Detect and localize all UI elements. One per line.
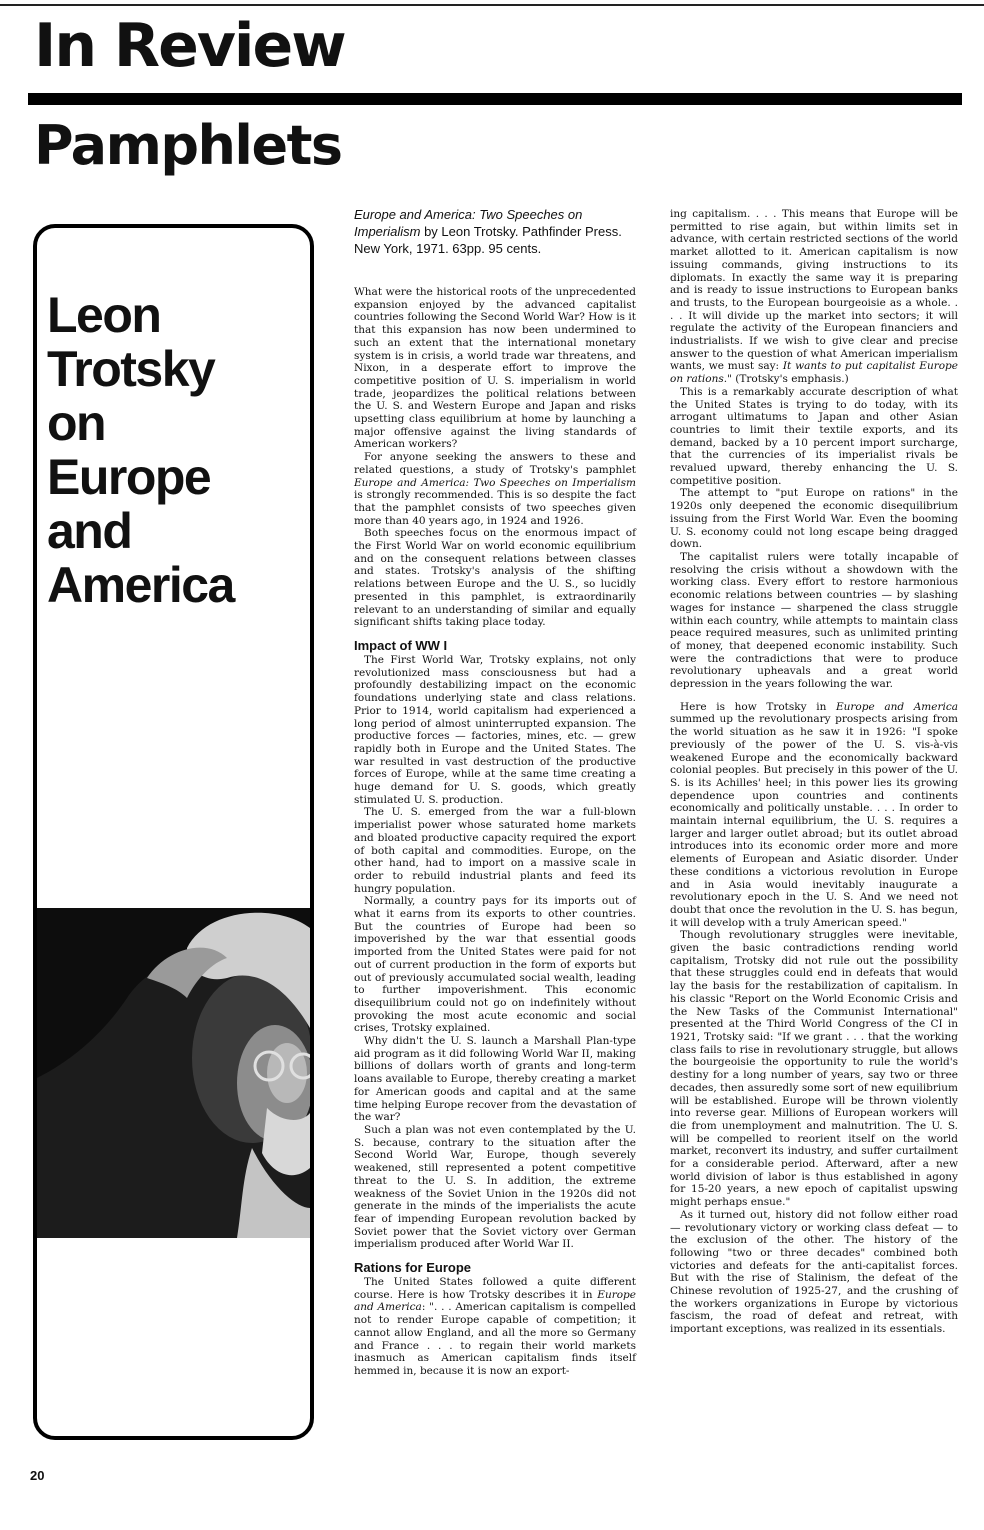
paragraph: The First World War, Trotsky explains, not only revolutionized mass consciousness but had a profoundly destabilizing impact on the economic foundations underlying state and class relations. Prior to 1914, world capitalism had experienced a long period of almost uninterrupted expansion. The productive forces — factories, mines, etc. — grew rapidly both in Europe and the United States. The war resulted in vast destruction of the productive forces of Europe, while at the same time creating a huge demand for U. S. goods, which greatly stimulated U. S. production. [354, 653, 636, 806]
citation-details: by Leon Trotsky. Pathfinder Press. New York, 1971. 63pp. 95 cents. [354, 224, 622, 256]
portrait-photo [37, 908, 310, 1238]
paragraph: The capitalist rulers were totally incapable of resolving the crisis without a showdown with the working class. Every effort to restore harmonious economic relations between countries — by slashing wages for instance — sharpened the class struggle within each country, while attempts to maintain class peace required measures, such as unlimited printing of money, that deepened economic instability. Such were the contradictions that were to produce revolutionary upheavals and a great world depression in the years following the war. [670, 550, 958, 691]
subheading: Impact of WW I [354, 637, 448, 653]
panel-title: Leon Trotsky on Europe and America [47, 287, 234, 613]
feature-panel [33, 224, 314, 1440]
paragraph [354, 451, 636, 527]
text-run: " (Trotsky's emphasis.) [727, 373, 849, 386]
paragraph: As it turned out, history did not follow either road — revolutionary victory or working class defeat — to the exclusion of the other. The history of the following "two or three decades" combined both victories and defeats for the anti-capitalist forces. But with the rise of Stalinism, the defeat of the Chinese revolution of 1925-27, and the crushing of the workers organizations in Europe by victorious fascism, the road of defeat and retreat, with important exceptions, was realized in its essentials. [670, 1208, 958, 1336]
paragraph: Normally, a country pays for its imports out of what it earns from its exports to other countries. But the countries of Europe had been so impoverished by the war that essential goods imported from the United States were paid for not out of current production in the form of exports but out of previously accumulated social wealth, leading to further impoverishment. This economic disequilibrium could not go on indefinitely without provoking the most acute economic and social crises, Trotsky explained. [354, 895, 636, 1035]
text-run: : ". . . American capitalism is compelled not to render Europe capable of competition; it cannot allow England, and all the more so Germany and France . . . to regain their world markets inasmuch as American capitalism finds itself hemmed in, because it is now an export- [354, 1301, 637, 1377]
text-run: is strongly recommended. This is so despite the fact that the pamphlet consists of two speeches given more than 40 years ago, in 1924 and 1926. [354, 489, 636, 527]
paragraph: Though revolutionary struggles were inevitable, given the basic contradictions rending world capitalism, Trotsky did not rule out the possibility that these struggles could end in defeats that would lay the basis for the restabilization of capitalism. In his classic "Report on the World Economic Crisis and the New Tasks of the Communist International" presented at the Third World Congress of the CI in 1921, Trotsky said: "If we grant . . . that the working class fails to rise in revolutionary struggle, but allows the bourgeoisie the opportunity to rule the world's destiny for a long number of years, say two or three decades, then assuredly some sort of new equilibrium will be established. Europe will be thrown violently into reverse gear. Millions of European workers will die from unemployment and malnutrition. The U. S. will be compelled to reorient itself on the world market, reconvert its industry, and suffer curtailment for a considerable period. Afterward, after a new world division of labor is thus established in agony for 15-20 years, a new epoch of capitalist upswing might perhaps ensue." [670, 929, 958, 1209]
paragraph [670, 208, 958, 386]
paragraph: The U. S. emerged from the war a full-blown imperialist power whose saturated home markets and bloated productive capacity required the export of both capital and commodities. Europe, on the other hand, had to import on a massive scale in order to rebuild industrial plants and feed its hungry population. [354, 806, 636, 895]
citation-title: Europe and America: Two Speeches on Imperialism [354, 207, 583, 239]
article-column-1 [354, 286, 636, 1378]
paragraph: This is a remarkably accurate description of what the United States is trying to do today, with its arrogant ultimatums to Japan and other Asian countries to limit their textile exports, and its demand, backed by a 10 percent import surcharge, that the currencies of its imperialist rivals be revalued upward, thereby enhancing the U. S. competitive position. [670, 385, 958, 487]
book-title-italic: Europe and America: Two Speeches on Imperialism [354, 476, 636, 489]
paragraph: Such a plan was not even contemplated by the U. S. because, contrary to the situation after the Second World War, Europe, though severely weakened, still represented a potent competitive threat to the U. S. In addition, the extreme weakness of the Soviet Union in the 1920s did not generate in the minds of the imperialists the acute fear of impending European revolution backed by Soviet power that the Soviet victory over German imperialism produced after World War II. [354, 1124, 636, 1251]
paragraph [670, 701, 958, 930]
paragraph: Both speeches focus on the enormous impact of the First World War on world economic equilibrium and on the consequent relations between classes and states. Trotsky's analysis of the shifting relations between Europe and the U. S., so lucidly presented in this pamphlet, is extraordinarily relevant to an understanding of similar and equally significant shifts taking place today. [354, 527, 636, 629]
top-border [0, 4, 984, 6]
masthead-title: In Review [34, 11, 345, 81]
page-number: 20 [30, 1468, 45, 1483]
text-run: For anyone seeking the answers to these and related questions, a study of Trotsky's pamphlet [354, 451, 636, 476]
paragraph [354, 1276, 636, 1378]
text-run: summed up the revolutionary prospects arising from the world situation as he saw it in 1926: "I spoke previously of the power of the U. S. vis-à-vis weakened Europe and the economically backward colonial peoples. But precisely in this power of the U. S. is its Achilles' heel; in this power lies its growing dependence upon countries and continents economically and politically unstable. . . . In order to maintain internal equilibrium, the U. S. requires a larger and larger outlet abroad; but its outlet abroad introduces into its economic order more and more elements of European and Asiatic disorder. Under these conditions a victorious revolution in Europe and in Asia would inevitably inaugurate a revolutionary epoch in the U. S. And we need not doubt that once the revolution in the U. S. has begun, it will develop with a truly American speed." [670, 713, 958, 929]
paragraph: Why didn't the U. S. launch a Marshall Plan-type aid program as it did following World War II, making billions of dollars worth of grants and long-term loans available to Europe, thereby creating a market for American goods and capital and at the same time helping Europe recover from the devastation of the war? [354, 1035, 636, 1124]
text-run: Here is how Trotsky in [680, 700, 836, 713]
text-run: ing capitalism. . . . This means that Europe will be permitted to rise again, but within limits set in advance, with certain restricted sections of the world market allotted to it. American capitalism is now issuing commands, giving instructions to its diplomats. In exactly the same way it is preparing and is ready to issue instructions to European banks and trusts, to the European bourgeoisie as a whole. . . . It will divide up the market into sectors; it will regulate the activity of the European financiers and industrialists. If we wish to give clear and precise answer to the question of what American imperialism wants, we must say: [670, 208, 958, 373]
paragraph: The attempt to "put Europe on rations" in the 1920s only deepened the economic disequilibrium issuing from the First World War. Even the booming U. S. economy could not long escape being dragged down. [670, 487, 958, 551]
subheading: Rations for Europe [354, 1260, 472, 1276]
emphasis-italic: It wants to put capitalist Europe on rations. [670, 360, 958, 386]
paragraph: What were the historical roots of the unprecedented expansion enjoyed by the advanced capitalist countries following the Second World War? How is it that this expansion has now been undermined to such an extent that the international monetary system is in crisis, a world trade war threatens, and Nixon, in a desperate effort to improve the competitive position of U. S. imperialism in world trade, jeopardizes the political relations between the U. S. and Western Europe and Japan and risks upsetting class equilibrium at home by launching a major offensive against the living standards of American workers? [354, 286, 636, 451]
book-title-italic: Europe and America [835, 700, 958, 713]
article-column-2 [670, 208, 958, 1336]
book-citation [354, 206, 644, 257]
section-title: Pamphlets [34, 114, 342, 177]
masthead-rule [28, 93, 962, 105]
text-run: The United States followed a quite different course. Here is how Trotsky describes it in [354, 1276, 636, 1301]
book-title-italic: Europe and America [354, 1288, 636, 1314]
